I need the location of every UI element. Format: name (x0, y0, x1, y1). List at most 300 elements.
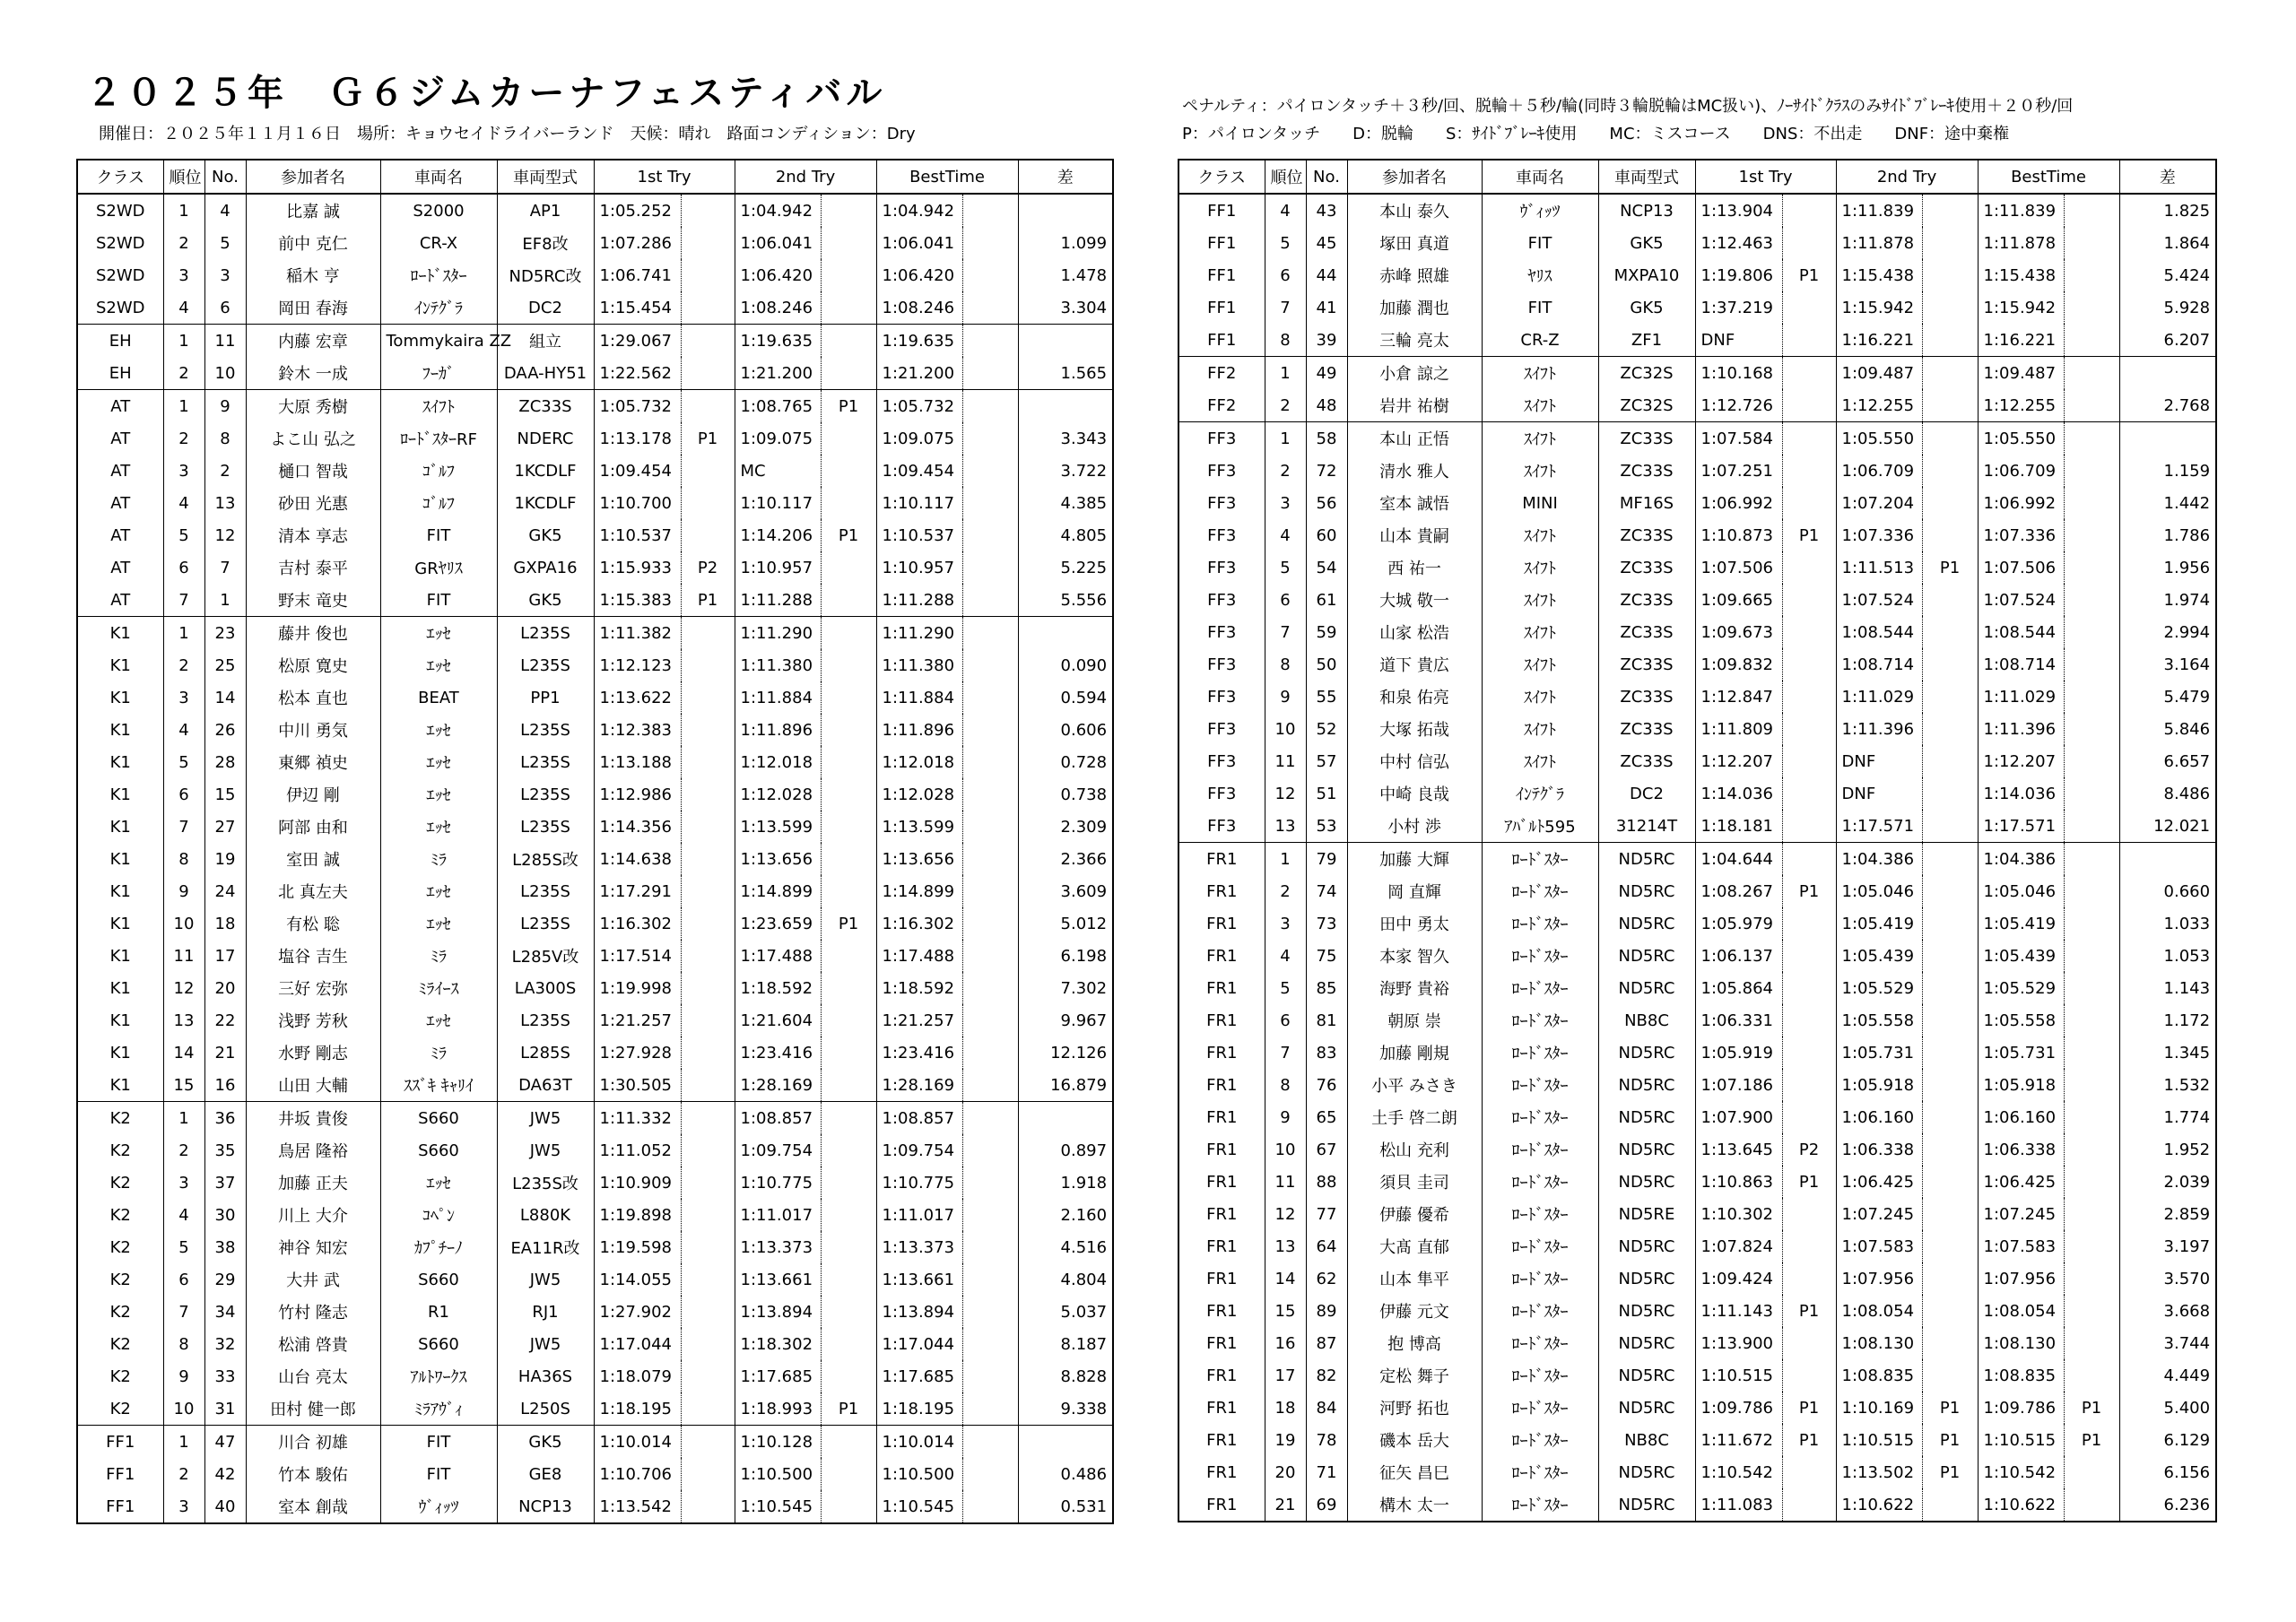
cell-number: 40 (204, 1490, 246, 1523)
cell-try1-penalty: P1 (1782, 259, 1836, 291)
cell-driver: 大井 武 (246, 1263, 380, 1296)
cell-driver: 川上 大介 (246, 1199, 380, 1231)
cell-try2: 1:07.956 (1836, 1262, 1922, 1295)
cell-try2-penalty (821, 649, 876, 681)
cell-try1: 1:17.044 (594, 1328, 681, 1360)
cell-number: 60 (1306, 519, 1347, 551)
cell-rank: 15 (1265, 1295, 1306, 1327)
cell-try1: 1:06.137 (1695, 940, 1782, 972)
cell-rank: 9 (1265, 681, 1306, 713)
cell-rank: 2 (163, 1458, 204, 1490)
cell-driver: 小村 渉 (1347, 810, 1482, 843)
cell-best: 1:08.835 (1978, 1359, 2064, 1392)
table-row (1178, 1198, 2216, 1230)
cell-car: ﾐﾗｱｳﾞｨ (380, 1392, 497, 1426)
cell-car: ﾛｰﾄﾞｽﾀｰ (1482, 1198, 1598, 1230)
cell-car: ﾛｰﾄﾞｽﾀｰ (1482, 1488, 1598, 1522)
cell-try1: 1:22.562 (594, 357, 681, 390)
cell-try2: 1:15.942 (1836, 291, 1922, 324)
table-row (77, 227, 1113, 259)
cell-car: ｴｯｾ (380, 746, 497, 778)
cell-car: S660 (380, 1263, 497, 1296)
cell-class: FR1 (1178, 1456, 1265, 1488)
cell-rank: 2 (1265, 389, 1306, 422)
cell-try1: 1:09.673 (1695, 616, 1782, 648)
cell-driver: 構木 太一 (1347, 1488, 1482, 1522)
cell-number: 49 (1306, 357, 1347, 390)
cell-driver: 清本 享志 (246, 519, 380, 551)
cell-car: ｴｯｾ (380, 1167, 497, 1199)
table-header-row (77, 160, 1113, 194)
cell-best: 1:10.622 (1978, 1488, 2064, 1522)
cell-number: 78 (1306, 1424, 1347, 1456)
cell-car: ｴｯｾ (380, 907, 497, 940)
cell-best-penalty (962, 940, 1018, 972)
cell-best-penalty (2064, 745, 2119, 777)
cell-class: AT (77, 584, 163, 617)
cell-try2-penalty (1922, 259, 1978, 291)
header-model: 車両型式 (1598, 160, 1695, 194)
cell-car: ﾌｰｶﾞ (380, 357, 497, 390)
cell-try1: 1:17.291 (594, 875, 681, 907)
cell-try2-penalty (1922, 357, 1978, 390)
header-rank: 順位 (163, 160, 204, 194)
cell-car: ｴｯｾ (380, 617, 497, 650)
table-row (77, 1328, 1113, 1360)
cell-try2: 1:13.502 (1836, 1456, 1922, 1488)
cell-driver: 神谷 知宏 (246, 1231, 380, 1263)
cell-try1: DNF (1695, 324, 1782, 357)
cell-class: K1 (77, 972, 163, 1004)
cell-try2: 1:10.117 (735, 487, 821, 519)
cell-class: FR1 (1178, 1392, 1265, 1424)
cell-model: L880K (497, 1199, 594, 1231)
cell-try2: 1:08.857 (735, 1102, 821, 1135)
cell-rank: 1 (1265, 843, 1306, 876)
cell-best-penalty (962, 972, 1018, 1004)
cell-number: 44 (1306, 259, 1347, 291)
cell-class: FF3 (1178, 519, 1265, 551)
cell-best-penalty (962, 1167, 1018, 1199)
cell-try2-penalty (1922, 1198, 1978, 1230)
cell-try1-penalty (1782, 777, 1836, 810)
cell-best-penalty (2064, 1133, 2119, 1166)
cell-best: 1:15.438 (1978, 259, 2064, 291)
cell-class: K1 (77, 746, 163, 778)
cell-try1: 1:12.207 (1695, 745, 1782, 777)
cell-try1: 1:09.454 (594, 455, 681, 487)
cell-driver: 和泉 佑亮 (1347, 681, 1482, 713)
cell-model: L235S (497, 1004, 594, 1037)
table-row (77, 1134, 1113, 1167)
table-row (1178, 324, 2216, 357)
cell-model: L235S改 (497, 1167, 594, 1199)
cell-try1: 1:05.252 (594, 194, 681, 227)
cell-rank: 2 (163, 422, 204, 455)
cell-model: ZC32S (1598, 357, 1695, 390)
cell-model: JW5 (497, 1102, 594, 1135)
cell-diff: 5.037 (1018, 1296, 1113, 1328)
cell-driver: 中川 勇気 (246, 714, 380, 746)
table-row (77, 390, 1113, 423)
cell-try2: 1:08.835 (1836, 1359, 1922, 1392)
cell-best-penalty (962, 907, 1018, 940)
header-car: 車両名 (380, 160, 497, 194)
cell-rank: 1 (1265, 422, 1306, 455)
cell-number: 29 (204, 1263, 246, 1296)
cell-try1: 1:06.992 (1695, 487, 1782, 519)
cell-try2-penalty (1922, 194, 1978, 227)
cell-model: ND5RC (1598, 1488, 1695, 1522)
cell-try1: 1:12.463 (1695, 227, 1782, 259)
cell-model: ZC33S (1598, 616, 1695, 648)
cell-model: GXPA16 (497, 551, 594, 584)
cell-class: K2 (77, 1263, 163, 1296)
cell-best: 1:10.515 (1978, 1424, 2064, 1456)
cell-driver: 砂田 光惠 (246, 487, 380, 519)
cell-driver: 松山 充利 (1347, 1133, 1482, 1166)
table-row (77, 519, 1113, 551)
cell-best: 1:15.942 (1978, 291, 2064, 324)
cell-try2: 1:10.957 (735, 551, 821, 584)
cell-try1: 1:10.700 (594, 487, 681, 519)
cell-try2-penalty (821, 325, 876, 358)
cell-number: 84 (1306, 1392, 1347, 1424)
cell-best: 1:09.754 (876, 1134, 962, 1167)
cell-rank: 14 (1265, 1262, 1306, 1295)
cell-number: 77 (1306, 1198, 1347, 1230)
cell-diff: 0.606 (1018, 714, 1113, 746)
cell-try2-penalty (1922, 455, 1978, 487)
cell-number: 81 (1306, 1004, 1347, 1037)
cell-try1-penalty (1782, 972, 1836, 1004)
cell-try2: MC (735, 455, 821, 487)
cell-diff: 4.449 (2119, 1359, 2216, 1392)
cell-diff: 0.090 (1018, 649, 1113, 681)
cell-car: R1 (380, 1296, 497, 1328)
cell-best: 1:05.558 (1978, 1004, 2064, 1037)
cell-try2-penalty (821, 1263, 876, 1296)
cell-class: K1 (77, 617, 163, 650)
cell-driver: 吉村 泰平 (246, 551, 380, 584)
cell-best: 1:05.046 (1978, 875, 2064, 907)
header-diff: 差 (2119, 160, 2216, 194)
cell-try1-penalty (681, 325, 735, 358)
cell-try1: 1:27.928 (594, 1037, 681, 1069)
cell-try2: 1:17.488 (735, 940, 821, 972)
table-row (77, 1392, 1113, 1426)
cell-rank: 3 (163, 455, 204, 487)
cell-try2-penalty (1922, 1004, 1978, 1037)
cell-number: 38 (204, 1231, 246, 1263)
cell-diff: 0.738 (1018, 778, 1113, 811)
cell-class: S2WD (77, 227, 163, 259)
cell-best: 1:10.500 (876, 1458, 962, 1490)
cell-car: ｽｲﾌﾄ (1482, 648, 1598, 681)
cell-try1: 1:13.645 (1695, 1133, 1782, 1166)
cell-driver: 須貝 圭司 (1347, 1166, 1482, 1198)
cell-try2: 1:13.599 (735, 811, 821, 843)
table-row (77, 1167, 1113, 1199)
cell-best: 1:10.545 (876, 1490, 962, 1523)
cell-best-penalty (962, 357, 1018, 390)
cell-rank: 7 (1265, 291, 1306, 324)
cell-try1-penalty: P1 (1782, 1392, 1836, 1424)
cell-try2-penalty (821, 584, 876, 617)
cell-driver: 田中 勇太 (1347, 907, 1482, 940)
cell-class: K2 (77, 1360, 163, 1392)
cell-car: ｲﾝﾃｸﾞﾗ (1482, 777, 1598, 810)
cell-best-penalty (2064, 616, 2119, 648)
cell-try2: 1:05.558 (1836, 1004, 1922, 1037)
cell-try1: 1:16.302 (594, 907, 681, 940)
cell-diff: 5.556 (1018, 584, 1113, 617)
cell-try2-penalty (1922, 648, 1978, 681)
cell-diff: 6.207 (2119, 324, 2216, 357)
cell-try1: 1:09.424 (1695, 1262, 1782, 1295)
table-row (1178, 227, 2216, 259)
cell-class: FR1 (1178, 843, 1265, 876)
cell-rank: 7 (1265, 1037, 1306, 1069)
cell-best-penalty (2064, 1359, 2119, 1392)
cell-car: ｴｯｾ (380, 714, 497, 746)
cell-try2-penalty (821, 259, 876, 291)
cell-diff: 1.918 (1018, 1167, 1113, 1199)
table-row (1178, 1230, 2216, 1262)
cell-best: 1:14.899 (876, 875, 962, 907)
cell-diff: 5.479 (2119, 681, 2216, 713)
cell-rank: 3 (163, 1167, 204, 1199)
cell-number: 20 (204, 972, 246, 1004)
cell-best-penalty (962, 390, 1018, 423)
cell-rank: 1 (163, 390, 204, 423)
cell-try2-penalty (821, 1231, 876, 1263)
cell-car: MINI (1482, 487, 1598, 519)
cell-number: 85 (1306, 972, 1347, 1004)
cell-driver: 山田 大輔 (246, 1069, 380, 1102)
cell-try1: 1:15.454 (594, 291, 681, 325)
cell-diff: 0.728 (1018, 746, 1113, 778)
cell-model: JW5 (497, 1134, 594, 1167)
cell-car: ﾛｰﾄﾞｽﾀｰ (1482, 1004, 1598, 1037)
cell-try2: 1:06.709 (1836, 455, 1922, 487)
cell-try2-penalty (821, 875, 876, 907)
cell-class: AT (77, 422, 163, 455)
cell-car: ﾛｰﾄﾞｽﾀｰ (1482, 1359, 1598, 1392)
cell-best: 1:11.290 (876, 617, 962, 650)
results-table-right (1178, 159, 2217, 1522)
cell-try2: 1:07.583 (1836, 1230, 1922, 1262)
cell-try1: 1:05.864 (1695, 972, 1782, 1004)
cell-model: GK5 (497, 1426, 594, 1459)
cell-try2-penalty (821, 746, 876, 778)
table-row (1178, 1295, 2216, 1327)
cell-try1-penalty (681, 940, 735, 972)
cell-try2: 1:06.420 (735, 259, 821, 291)
cell-number: 24 (204, 875, 246, 907)
cell-rank: 4 (1265, 940, 1306, 972)
cell-best-penalty (2064, 259, 2119, 291)
cell-diff: 1.864 (2119, 227, 2216, 259)
cell-try1: 1:11.332 (594, 1102, 681, 1135)
cell-number: 52 (1306, 713, 1347, 745)
cell-try1-penalty (681, 291, 735, 325)
cell-try2-penalty (821, 681, 876, 714)
cell-try1-penalty (1782, 681, 1836, 713)
cell-try2-penalty (1922, 681, 1978, 713)
cell-model: ND5RC (1598, 1327, 1695, 1359)
cell-diff: 6.198 (1018, 940, 1113, 972)
cell-best-penalty (2064, 1037, 2119, 1069)
cell-number: 6 (204, 291, 246, 325)
cell-try1-penalty (681, 1296, 735, 1328)
table-row (77, 778, 1113, 811)
cell-model: ND5RC (1598, 1069, 1695, 1101)
cell-class: FF2 (1178, 357, 1265, 390)
cell-class: K1 (77, 681, 163, 714)
cell-driver: 中村 信弘 (1347, 745, 1482, 777)
cell-class: K1 (77, 649, 163, 681)
cell-try2-penalty (1922, 875, 1978, 907)
cell-rank: 10 (1265, 713, 1306, 745)
cell-best-penalty (2064, 1456, 2119, 1488)
cell-try1: 1:11.672 (1695, 1424, 1782, 1456)
cell-number: 13 (204, 487, 246, 519)
cell-best-penalty (2064, 972, 2119, 1004)
header-rank: 順位 (1265, 160, 1306, 194)
cell-best: 1:06.425 (1978, 1166, 2064, 1198)
table-row (1178, 455, 2216, 487)
table-row (77, 1069, 1113, 1102)
cell-diff: 12.021 (2119, 810, 2216, 843)
table-row (1178, 1392, 2216, 1424)
cell-best: 1:06.160 (1978, 1101, 2064, 1133)
cell-driver: 加藤 剛規 (1347, 1037, 1482, 1069)
cell-try1-penalty (681, 1102, 735, 1135)
cell-rank: 1 (163, 1102, 204, 1135)
page-title: ２０２５年 Ｇ６ジムカーナフェスティバル (86, 73, 887, 114)
cell-diff: 1.565 (1018, 357, 1113, 390)
cell-best-penalty (2064, 324, 2119, 357)
cell-rank: 5 (1265, 972, 1306, 1004)
cell-try1: 1:07.251 (1695, 455, 1782, 487)
cell-diff: 3.304 (1018, 291, 1113, 325)
cell-best-penalty (962, 1296, 1018, 1328)
cell-try2-penalty (821, 1360, 876, 1392)
cell-number: 53 (1306, 810, 1347, 843)
cell-best-penalty (2064, 455, 2119, 487)
cell-try2: 1:11.290 (735, 617, 821, 650)
table-row (1178, 194, 2216, 227)
cell-try1-penalty (681, 617, 735, 650)
cell-diff: 1.442 (2119, 487, 2216, 519)
cell-driver: 竹本 駿佑 (246, 1458, 380, 1490)
cell-car: ｺﾞﾙﾌ (380, 487, 497, 519)
cell-best: 1:08.130 (1978, 1327, 2064, 1359)
cell-try2: 1:16.221 (1836, 324, 1922, 357)
cell-try1-penalty (1782, 389, 1836, 422)
cell-car: ｳﾞｨｯﾂ (380, 1490, 497, 1523)
cell-number: 89 (1306, 1295, 1347, 1327)
cell-car: FIT (1482, 291, 1598, 324)
cell-class: FF1 (1178, 291, 1265, 324)
cell-car: ﾛｰﾄﾞｽﾀｰ (1482, 940, 1598, 972)
cell-number: 65 (1306, 1101, 1347, 1133)
cell-try1-penalty: P2 (681, 551, 735, 584)
cell-driver: 樋口 智哉 (246, 455, 380, 487)
cell-model: 1KCDLF (497, 455, 594, 487)
cell-car: ｽｲﾌﾄ (380, 390, 497, 423)
cell-try2-penalty: P1 (1922, 1424, 1978, 1456)
cell-try2: 1:05.419 (1836, 907, 1922, 940)
cell-car: ﾛｰﾄﾞｽﾀｰ (1482, 972, 1598, 1004)
cell-car: ﾛｰﾄﾞｽﾀｰ (1482, 1424, 1598, 1456)
cell-model: 1KCDLF (497, 487, 594, 519)
cell-car: ｴｯｾ (380, 649, 497, 681)
cell-diff: 8.828 (1018, 1360, 1113, 1392)
cell-try2: 1:11.839 (1836, 194, 1922, 227)
table-row (77, 1037, 1113, 1069)
cell-car: ｱﾙﾄﾜｰｸｽ (380, 1360, 497, 1392)
table-row (1178, 1424, 2216, 1456)
cell-try2-penalty (1922, 1037, 1978, 1069)
cell-try1: 1:14.055 (594, 1263, 681, 1296)
table-row (1178, 648, 2216, 681)
cell-number: 10 (204, 357, 246, 390)
cell-class: FR1 (1178, 1359, 1265, 1392)
cell-number: 4 (204, 194, 246, 227)
cell-best-penalty (2064, 810, 2119, 843)
cell-number: 61 (1306, 584, 1347, 616)
cell-best: 1:07.956 (1978, 1262, 2064, 1295)
cell-try1-penalty (681, 357, 735, 390)
cell-diff: 3.744 (2119, 1327, 2216, 1359)
cell-class: K1 (77, 714, 163, 746)
cell-rank: 13 (1265, 810, 1306, 843)
cell-rank: 4 (163, 291, 204, 325)
cell-driver: 伊辺 剛 (246, 778, 380, 811)
cell-try2: 1:10.622 (1836, 1488, 1922, 1522)
cell-try1: 1:06.331 (1695, 1004, 1782, 1037)
cell-try2: 1:05.731 (1836, 1037, 1922, 1069)
cell-number: 32 (204, 1328, 246, 1360)
cell-model: L235S (497, 746, 594, 778)
cell-car: ｳﾞｨｯﾂ (1482, 194, 1598, 227)
cell-try2-penalty (1922, 1230, 1978, 1262)
table-row (1178, 681, 2216, 713)
cell-class: S2WD (77, 291, 163, 325)
cell-best-penalty (962, 811, 1018, 843)
cell-diff: 1.786 (2119, 519, 2216, 551)
cell-best: 1:07.245 (1978, 1198, 2064, 1230)
cell-best: 1:04.942 (876, 194, 962, 227)
cell-number: 69 (1306, 1488, 1347, 1522)
cell-driver: 河野 拓也 (1347, 1392, 1482, 1424)
cell-try2: DNF (1836, 777, 1922, 810)
cell-driver: 浅野 芳秋 (246, 1004, 380, 1037)
cell-model: ND5RC (1598, 1133, 1695, 1166)
cell-class: FF3 (1178, 616, 1265, 648)
cell-driver: 道下 貴広 (1347, 648, 1482, 681)
cell-model: ZC33S (1598, 648, 1695, 681)
cell-driver: 阿部 由和 (246, 811, 380, 843)
cell-model: NB8C (1598, 1424, 1695, 1456)
cell-driver: 加藤 潤也 (1347, 291, 1482, 324)
cell-rank: 4 (1265, 519, 1306, 551)
cell-best: 1:10.775 (876, 1167, 962, 1199)
cell-try2-penalty (821, 811, 876, 843)
cell-model: ND5RC (1598, 843, 1695, 876)
